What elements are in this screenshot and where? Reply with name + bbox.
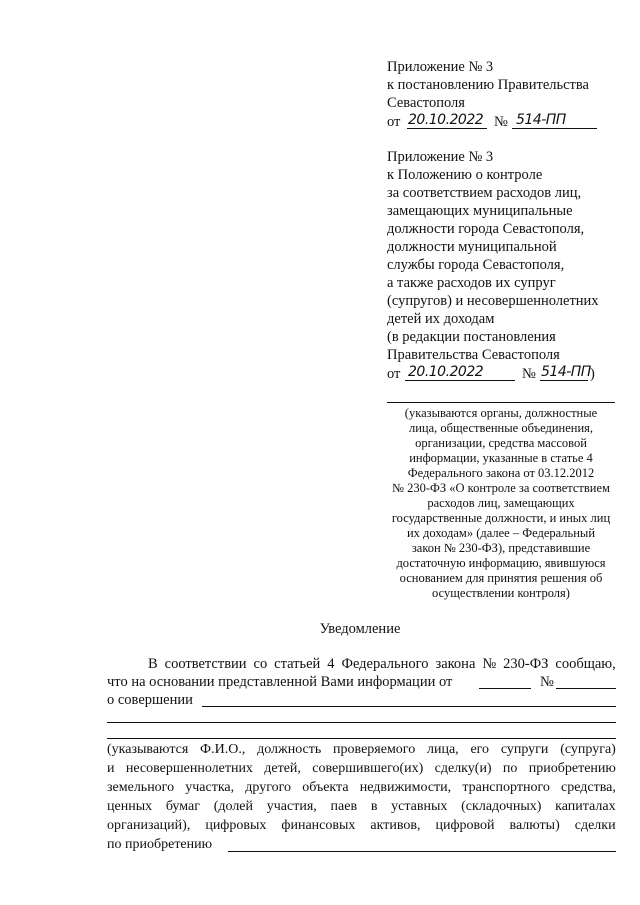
- header2-line: замещающих муниципальные: [387, 203, 573, 219]
- addressee-note-line: информации, указанные в статье 4: [409, 451, 593, 465]
- addressee-note-line: организации, средства массовой: [415, 436, 587, 450]
- body-line2: что на основании представленной Вами информации от: [107, 674, 453, 690]
- body-num-sign: №: [540, 674, 554, 690]
- header2-date: 20.10.2022: [408, 364, 484, 380]
- header2-line: должности города Севастополя,: [387, 221, 585, 237]
- header1-date: 20.10.2022: [408, 112, 484, 128]
- header2-line: а также расходов их супруг: [387, 275, 556, 291]
- body-line3: о совершении: [107, 692, 193, 708]
- header2-ot: от: [387, 366, 401, 382]
- header2-line: за соответствием расходов лиц,: [387, 185, 582, 201]
- info-date-field: [479, 688, 531, 689]
- transaction-field: [202, 706, 616, 707]
- addressee-note-line: осуществлении контроля): [432, 586, 570, 600]
- addressee-note-line: № 230-ФЗ «О контроле за соответствием: [392, 481, 610, 495]
- footnote-line: земельного участка, другого объекта недвижимости, транспортного средства,: [107, 780, 616, 795]
- addressee-note-line: государственные должности, и иных лиц: [391, 511, 611, 525]
- body-line1: В соответствии со статьей 4 Федерального закона № 230-ФЗ сообщаю,: [148, 656, 616, 672]
- header2-line: должности муниципальной: [387, 239, 557, 255]
- header1-line2: к постановлению Правительства: [387, 77, 589, 93]
- footnote-line: организаций), цифровых финансовых активов, цифровой валюты) сделки: [107, 818, 616, 833]
- footnote-line: ценных бумаг (долей участия, паев в уставных (складочных) капиталах: [107, 799, 616, 814]
- info-number-field: [556, 688, 616, 689]
- blank-line: [107, 722, 616, 723]
- footnote-line: и несовершеннолетних детей, совершившего(их) сделку(и) по приобретению: [107, 761, 616, 776]
- header2-line: детей их доходам: [387, 311, 495, 327]
- header1-number: 514-ПП: [516, 112, 566, 128]
- addressee-note-line: (указываются органы, должностные: [404, 406, 598, 420]
- header2-line: службы города Севастополя,: [387, 257, 565, 273]
- header2-line: Правительства Севастополя: [387, 347, 560, 363]
- addressee-note-line: их доходам» (далее – Федеральный: [406, 526, 596, 540]
- header2-number: 514-ПП: [541, 364, 591, 380]
- addressee-note-line: достаточную информацию, явившуюся: [396, 556, 606, 570]
- acquisition-field: [228, 851, 616, 852]
- header2-num-sign: №: [522, 366, 536, 382]
- header2-line: Приложение № 3: [387, 149, 494, 165]
- header2-close-paren: ): [590, 366, 595, 382]
- header2-line: к Положению о контроле: [387, 167, 543, 183]
- header1-line3: Севастополя: [387, 95, 465, 111]
- footnote-last: по приобретению: [107, 837, 213, 852]
- document-title: Уведомление: [319, 621, 401, 637]
- header1-num-sign: №: [494, 114, 508, 130]
- addressee-line: [387, 402, 615, 403]
- blank-line: [107, 738, 616, 739]
- addressee-note-line: Федерального закона от 03.12.2012: [407, 466, 595, 480]
- header2-line: (супругов) и несовершеннолетних: [387, 293, 599, 309]
- header1-ot: от: [387, 114, 401, 130]
- addressee-note-line: основанием для принятия решения об: [399, 571, 603, 585]
- addressee-note-line: закон № 230-ФЗ), представившие: [411, 541, 591, 555]
- footnote-line: (указываются Ф.И.О., должность проверяемого лица, его супруги (супруга): [107, 742, 616, 757]
- addressee-note-line: расходов лиц, замещающих: [427, 496, 575, 510]
- header1-line1: Приложение № 3: [387, 59, 494, 75]
- header2-line: (в редакции постановления: [387, 329, 556, 345]
- addressee-note-line: лица, общественные объединения,: [408, 421, 594, 435]
